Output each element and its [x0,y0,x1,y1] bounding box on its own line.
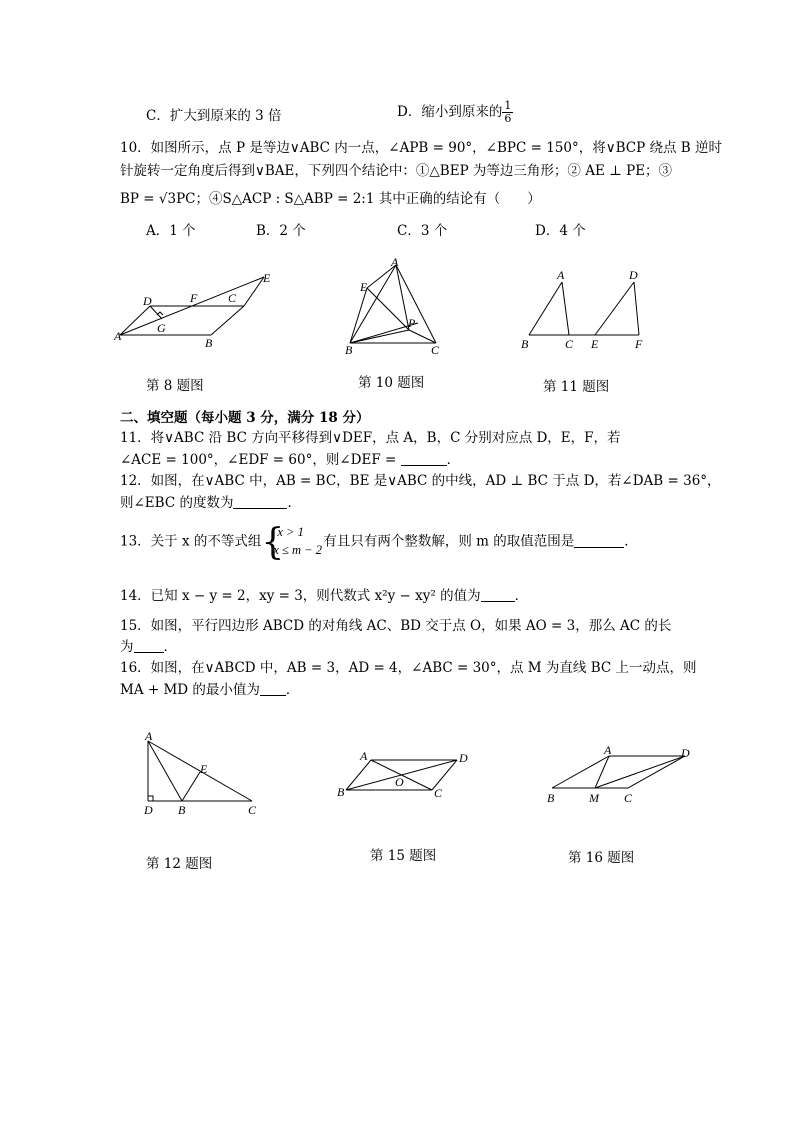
q15-line2-text: 为 [120,639,134,655]
inequality-row-2: x ≤ m − 2 [273,543,322,557]
q10-line1: 10．如图所示，点 P 是等边∨ABC 内一点，∠APB = 90°，∠BPC = 150°，将∨BCP 绕点 B 逆时 [120,140,722,156]
q14-end: ． [514,588,529,604]
q16-line1: 16．如图，在∨ABCD 中，AB = 3，AD = 4，∠ABC = 30°，点 M 为直线 BC 上一动点，则 [120,660,697,676]
inequality-row-1: x > 1 [277,525,304,539]
fig8-label-e: E [263,271,271,285]
fig16-label-m: M [589,791,599,805]
q9-option-c: C．扩大到原来的 3 倍 [146,108,282,124]
q11-line2 [120,452,460,470]
fig11-label-f: F [635,337,643,351]
fig12-label-b: B [178,803,186,817]
fig15-label-c: C [434,786,443,800]
caption-fig15: 第 15 题图 [370,848,437,864]
q13-answer-blank [574,534,624,548]
fig11-label-d: D [629,268,638,282]
q14-answer-blank [481,588,515,602]
caption-fig11: 第 11 题图 [543,379,610,395]
figure-10 [340,255,450,360]
q10-option-d: D．4 个 [535,223,586,239]
figure-11 [515,262,655,352]
fig12-label-a: A [145,729,153,743]
q10-line3: BP = √3PC；④S△ACP : S△ABP = 2:1 其中正确的结论有（ ） [120,191,541,207]
fig10-label-a: A [391,255,399,269]
q15-line2 [120,639,177,657]
fig15-label-d: D [459,751,468,765]
caption-fig10: 第 10 题图 [358,375,425,391]
q16-line2-end: ． [285,682,300,698]
fig16-label-b: B [547,791,555,805]
fig8-label-c: C [228,291,237,305]
q12-line2-text: 则∠EBC 的度数为 [120,495,234,511]
q15-answer-blank [134,639,164,653]
q14-line [120,588,528,606]
fig12-label-d: D [144,803,153,817]
q16-answer-blank [260,682,286,696]
fig15-label-b: B [337,785,345,799]
fig11-label-a: A [557,268,565,282]
fig8-label-d: D [143,294,152,308]
fraction-numerator: 1 [504,99,512,112]
q15-line2-end: ． [163,639,177,655]
fig8-label-g: G [157,321,166,335]
fig12-label-e: E [200,762,208,776]
figure-8 [110,260,290,350]
q16-line2-text: MA + MD 的最小值为 [120,682,260,698]
fig15-label-a: A [360,749,368,763]
figure-15 [333,748,478,803]
caption-fig8: 第 8 题图 [146,378,204,394]
q12-line2 [120,495,301,513]
q9-option-d-prefix: D．缩小到原来的 [397,104,503,121]
q11-line2-text: ∠ACE = 100°，∠EDF = 60°，则∠DEF = [120,452,397,468]
fig15-label-o: O [395,775,404,789]
fig10-label-b: B [345,343,353,357]
fig8-label-b: B [205,336,213,350]
q12-line1: 12．如图，在∨ABC 中，AB = BC，BE 是∨ABC 的中线，AD ⊥ BC 于点 D，若∠DAB = 36°， [120,473,721,489]
fig10-label-c: C [431,343,440,357]
figure-12 [140,729,270,823]
q16-line2 [120,682,299,700]
section-2-title: 二、填空题（每小题 3 分，满分 18 分） [120,410,370,426]
q14-text: 14．已知 x − y = 2，xy = 3，则代数式 x²y − xy² 的值为 [120,588,481,604]
fig8-label-f: F [190,291,198,305]
q10-option-a: A．1 个 [146,223,196,239]
fraction-denominator: 6 [504,112,512,126]
caption-fig16: 第 16 题图 [568,850,635,866]
fig12-label-c: C [248,803,257,817]
q15-line1: 15．如图，平行四边形 ABCD 的对角线 AC、BD 交于点 O，如果 AO = 3，那么 AC 的长 [120,618,672,634]
fig8-label-a: A [114,329,122,343]
q12-answer-blank [233,495,287,509]
fig11-label-e: E [591,337,599,351]
q13-suffix: 有且只有两个整数解，则 m 的取值范围是 [323,533,575,550]
left-brace-icon: { [261,522,285,563]
fig10-label-p: P [408,316,416,330]
fig11-label-b: B [521,337,529,351]
q11-line1: 11．将∨ABC 沿 BC 方向平移得到∨DEF，点 A，B，C 分别对应点 D，E，F，若 [120,430,621,446]
q10-option-b: B．2 个 [256,223,306,239]
fig16-label-d: D [681,746,690,760]
fig11-label-c: C [565,337,574,351]
fig10-label-e: E [360,280,368,294]
figure-16 [540,742,700,807]
q13-end: ． [624,533,638,550]
fig16-label-a: A [604,743,612,757]
q10-option-c: C．3 个 [397,223,448,239]
q13-prefix: 13．关于 x 的不等式组 [120,533,262,550]
q11-line2-end: ． [446,452,461,468]
q10-line2: 针旋转一定角度后得到∨BAE，下列四个结论中：①△BEP 为等边三角形；② AE ⊥ PE；③ [120,163,673,179]
q9-option-d [397,100,513,125]
inequality-system [261,522,323,563]
fig16-label-c: C [624,791,633,805]
caption-fig12: 第 12 题图 [146,856,213,872]
fraction-one-sixth [502,100,513,125]
q11-answer-blank [401,452,447,466]
q12-line2-end: ． [287,495,301,511]
q13-line [120,522,638,563]
